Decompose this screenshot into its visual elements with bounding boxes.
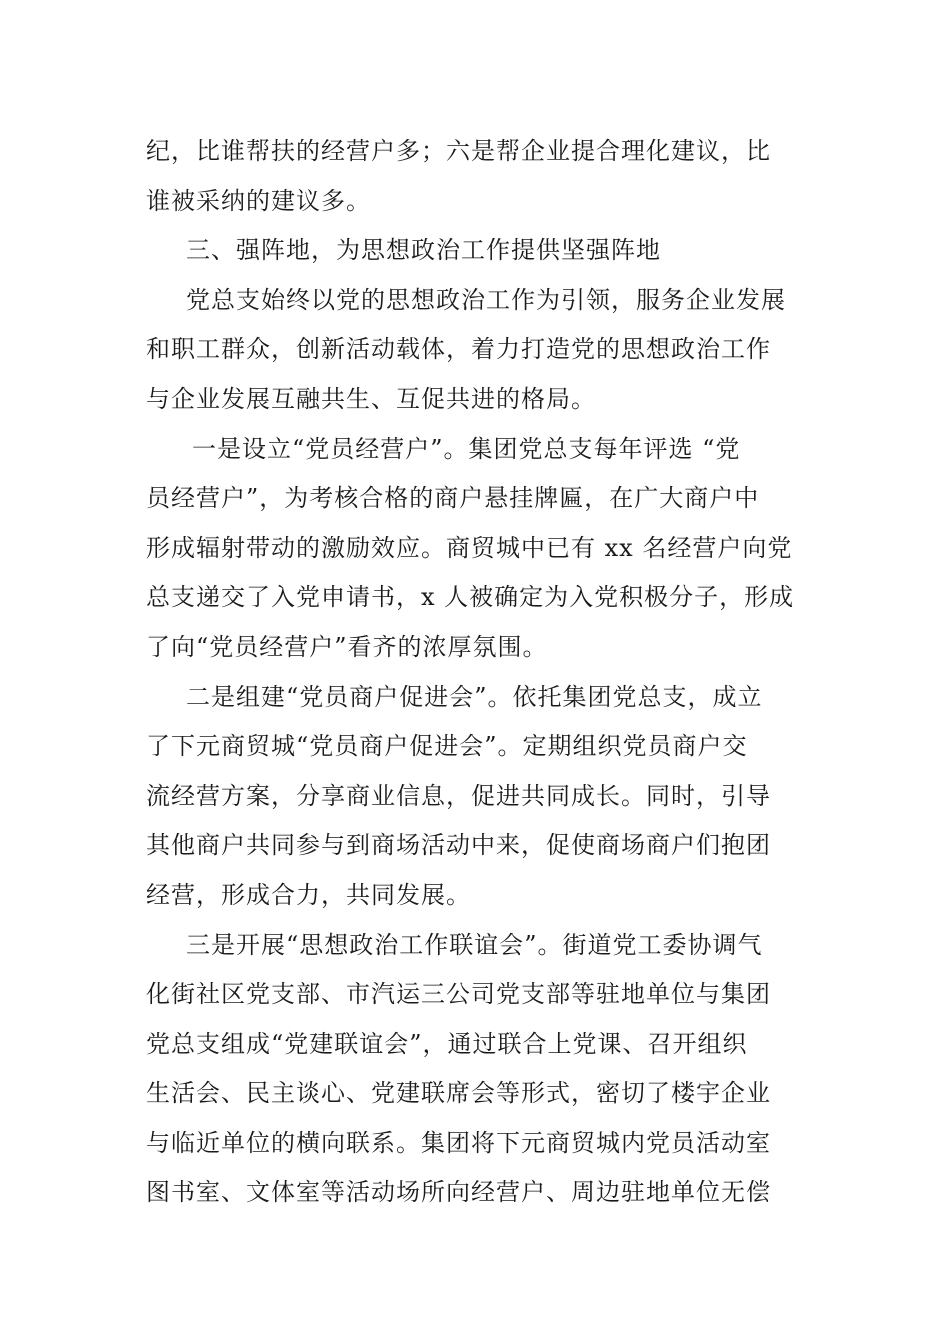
- paragraph-line: 了下元商贸城“党员商户促进会”。定期组织党员商户交: [146, 732, 748, 761]
- paragraph-line: 与临近单位的横向联系。集团将下元商贸城内党员活动室: [146, 1128, 771, 1157]
- paragraph-line: 三是开展“思想政治工作联谊会”。街道党工委协调气: [186, 930, 763, 959]
- paragraph-line: 图书室、文体室等活动场所向经营户、周边驻地单位无偿: [146, 1178, 771, 1207]
- paragraph-line: 和职工群众，创新活动载体，着力打造党的思想政治工作: [146, 335, 771, 364]
- paragraph-line: 经营，形成合力，共同发展。: [146, 880, 471, 909]
- paragraph-line: 纪，比谁帮扶的经营户多；六是帮企业提合理化建议，比: [146, 137, 771, 165]
- paragraph-line: 党总支组成“党建联谊会”，通过联合上党课、召开组织: [146, 1029, 748, 1058]
- paragraph-line: 总支递交了入党申请书，x 人被确定为入党积极分子，形成: [146, 583, 795, 612]
- paragraph-line: 党总支始终以党的思想政治工作为引领，服务企业发展: [186, 285, 786, 314]
- paragraph-line: 一是设立“党员经营户”。集团党总支每年评选 “党: [192, 434, 741, 463]
- paragraph-line: 二是组建“党员商户促进会”。依托集团党总支，成立: [186, 682, 763, 711]
- document-body: [146, 127, 811, 1218]
- paragraph-line: 员经营户”，为考核合格的商户悬挂牌匾，在广大商户中: [146, 484, 760, 513]
- paragraph-line: 其他商户共同参与到商场活动中来，促使商场商户们抱团: [146, 831, 771, 860]
- paragraph-line: 谁被采纳的建议多。: [146, 186, 371, 215]
- paragraph-line: 流经营方案，分享商业信息，促进共同成长。同时，引导: [146, 781, 771, 810]
- paragraph-line: 化街社区党支部、市汽运三公司党支部等驻地单位与集团: [146, 980, 771, 1009]
- paragraph-line: 与企业发展互融共生、互促共进的格局。: [146, 384, 596, 413]
- paragraph-line: 形成辐射带动的激励效应。商贸城中已有 xx 名经营户向党: [146, 533, 793, 562]
- section-heading: 三、强阵地，为思想政治工作提供坚强阵地: [186, 236, 661, 265]
- paragraph-line: 生活会、民主谈心、党建联席会等形式，密切了楼宇企业: [146, 1079, 771, 1108]
- paragraph-line: 了向“党员经营户”看齐的浓厚氛围。: [146, 632, 548, 661]
